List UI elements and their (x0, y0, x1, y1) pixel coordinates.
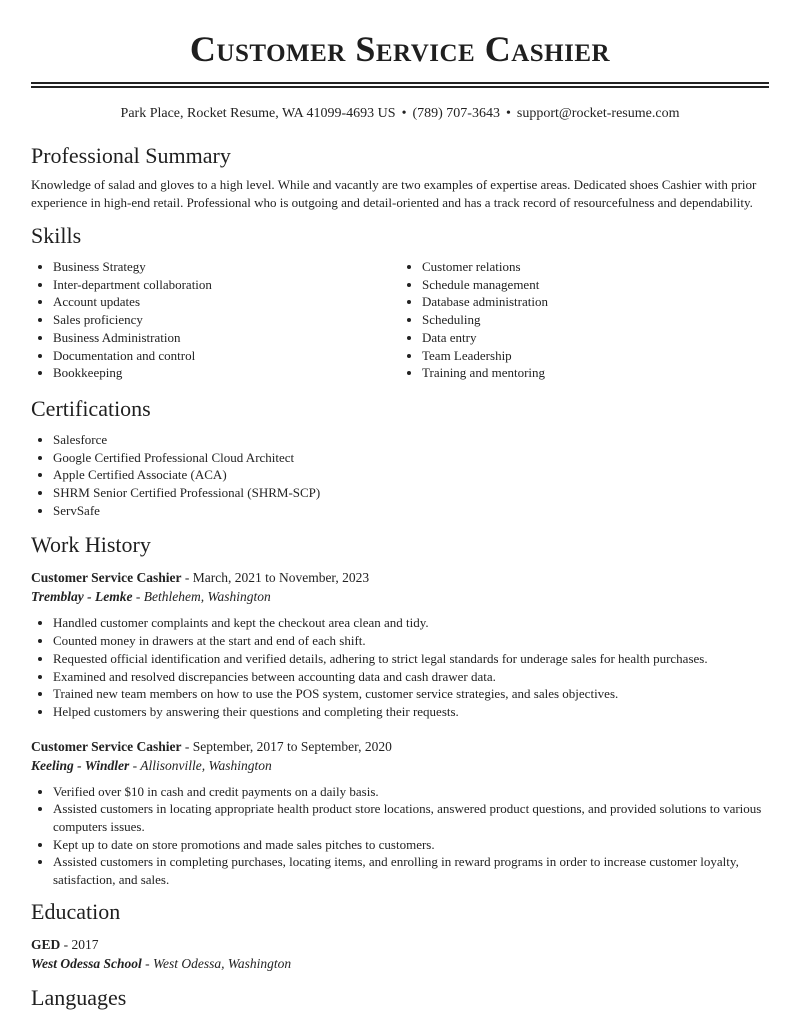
skill-item: • Training and mentoring (422, 364, 769, 382)
job-bullet: • Helped customers by answering their questions and completing their requests. (53, 703, 769, 721)
skill-item: • Account updates (53, 293, 400, 311)
contact-separator: • (401, 106, 407, 121)
job-bullet: • Trained new team members on how to use the POS system, customer service strategies, and sales objectives. (53, 685, 769, 703)
skill-item: • Data entry (422, 329, 769, 347)
skill-item: • Bookkeeping (53, 364, 400, 382)
job-dates: September, 2017 to September, 2020 (192, 738, 392, 754)
certification-item: • Google Certified Professional Cloud Architect (53, 449, 769, 467)
section-title-skills: Skills (31, 223, 82, 248)
skills-columns (31, 258, 769, 382)
job-dates: March, 2021 to November, 2023 (192, 570, 370, 586)
section-title-work-history: Work History (31, 532, 151, 558)
job-company: Keeling - Windler (31, 757, 130, 773)
candidate-name: Customer Service Cashier (189, 29, 611, 69)
contact-email[interactable]: support@rocket-resume.com (516, 106, 680, 121)
certification-item: • ServSafe (53, 502, 769, 520)
education-school-line: West Odessa School - West Odessa, Washington (31, 955, 292, 971)
certification-item: • SHRM Senior Certified Professional (SHRM-SCP) (53, 484, 769, 502)
job-heading: Customer Service Cashier - September, 2017 to September, 2020 (31, 738, 392, 754)
education-location: West Odessa, Washington (153, 955, 292, 971)
job-location: Bethlehem, Washington (143, 589, 271, 605)
contact-address: Park Place, Rocket Resume, WA 41099-4693 US (120, 106, 396, 121)
contact-separator: • (505, 106, 511, 121)
certifications-list (31, 431, 769, 520)
education-heading: GED - 2017 (31, 936, 99, 952)
job-company: Tremblay - Lemke (31, 589, 133, 605)
skill-item: • Business Administration (53, 329, 400, 347)
job-bullet: • Examined and resolved discrepancies between accounting data and cash drawer data. (53, 668, 769, 686)
skill-item: • Database administration (422, 293, 769, 311)
certification-item: • Apple Certified Associate (ACA) (53, 466, 769, 484)
header-rule-bottom (31, 86, 769, 88)
skill-item: • Team Leadership (422, 347, 769, 365)
skill-item: • Business Strategy (53, 258, 400, 276)
job-title: Customer Service Cashier (31, 738, 182, 754)
certification-item: • Salesforce (53, 431, 769, 449)
education-entry (31, 935, 769, 974)
contact-line (31, 105, 769, 123)
education-school: West Odessa School (31, 955, 142, 971)
education-degree: GED (31, 936, 61, 952)
skill-item: • Schedule management (422, 276, 769, 294)
job-bullets (31, 783, 769, 889)
skills-list-right (400, 258, 769, 382)
job-entry (31, 568, 769, 720)
skill-item: • Customer relations (422, 258, 769, 276)
job-bullet: • Verified over $10 in cash and credit payments on a daily basis. (53, 783, 769, 801)
job-location: Allisonville, Washington (140, 757, 272, 773)
job-bullet: • Kept up to date on store promotions and made sales pitches to customers. (53, 836, 769, 854)
job-employer: Tremblay - Lemke - Bethlehem, Washington (31, 589, 271, 605)
job-employer: Keeling - Windler - Allisonville, Washington (31, 757, 272, 773)
job-bullet: • Assisted customers in completing purchases, locating items, and enrolling in reward programs in order to increase customer loyalty, satisfaction, and sales. (53, 853, 769, 888)
header-rule-top (31, 82, 769, 84)
job-title: Customer Service Cashier (31, 570, 182, 586)
skill-item: • Documentation and control (53, 347, 400, 365)
education-year: 2017 (71, 936, 99, 952)
summary-text: Knowledge of salad and gloves to a high level. While and vacantly are two examples of expertise areas. Dedicated shoes Cashier with prior experience in high-end retail. Professional who is outgoing and detail-oriented and has a track record of resourcefulness and dependability. (31, 177, 757, 210)
job-bullet: • Handled customer complaints and kept the checkout area clean and tidy. (53, 614, 769, 632)
job-heading: Customer Service Cashier - March, 2021 to November, 2023 (31, 570, 370, 586)
job-bullets (31, 614, 769, 720)
skills-list-left (31, 258, 400, 382)
skill-item: • Inter-department collaboration (53, 276, 400, 294)
job-bullet: • Counted money in drawers at the start and end of each shift. (53, 632, 769, 650)
job-bullet: • Requested official identification and verified details, adhering to strict legal standards for underage sales for health purchases. (53, 650, 769, 668)
contact-phone: (789) 707-3643 (412, 106, 500, 121)
section-title-education: Education (31, 898, 121, 924)
section-title-certifications: Certifications (31, 395, 151, 421)
job-bullet: • Assisted customers in locating appropriate health product store locations, answered product questions, and provided solutions to various computers issues. (53, 800, 769, 835)
skill-item: • Sales proficiency (53, 311, 400, 329)
skill-item: • Scheduling (422, 311, 769, 329)
section-title-summary: Professional Summary (31, 143, 231, 168)
job-entry (31, 737, 769, 889)
section-title-languages: Languages (31, 984, 127, 1010)
